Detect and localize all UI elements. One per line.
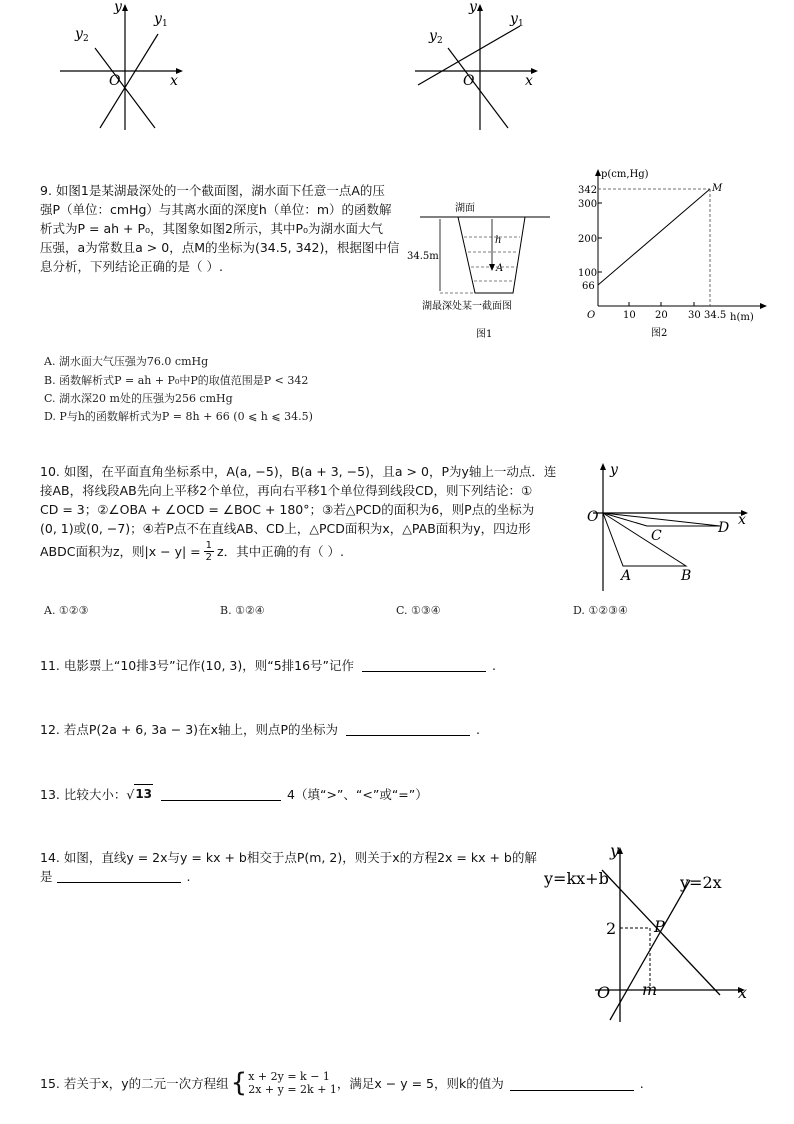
q13-text-b: 4（填“>”、“<”或“=”） (287, 787, 428, 802)
lake-surface-label: 湖面 (455, 203, 475, 214)
question-14-text (40, 848, 540, 886)
x-axis-label: x (170, 73, 178, 89)
x-axis-label: x (738, 512, 746, 528)
y2-label: y (429, 28, 437, 44)
q10-figure (583, 458, 763, 593)
q10-line-4: (0, 1)或(0, −7)；④若P点不在直线AB、CD上，△PCD面积为x，△PAB面积为y，四边形 (40, 521, 531, 536)
xtick-20: 20 (655, 310, 668, 321)
q12-answer-blank[interactable] (346, 721, 470, 736)
q14-figure (540, 840, 760, 1025)
fig1-caption: 图1 (476, 329, 493, 340)
y-axis-label: y (114, 0, 122, 15)
y-value-2-label: 2 (606, 919, 617, 938)
q13-answer-blank[interactable] (161, 786, 281, 801)
q9-figure-1 (400, 195, 560, 345)
y2-label: y (75, 26, 83, 42)
q11-answer-blank[interactable] (362, 657, 486, 672)
question-9-text (40, 181, 410, 276)
fig1-subcaption: 湖最深处某一截面图 (422, 301, 512, 312)
sqrt-radicand: 13 (134, 784, 153, 804)
q9-line-1: 9. 如图1是某湖最深处的一个截面图，湖水面下任意一点A的压 (40, 183, 385, 198)
q10-line-1: 10. 如图，在平面直角坐标系中，A(a, −5)，B(a + 3, −5)，且a > 0，P为y轴上一动点．连 (40, 464, 557, 479)
question-13-text (40, 784, 428, 804)
q9-line-3: 析式为P = ah + P₀，其图象如图2所示，其中P₀为湖水面大气 (40, 221, 384, 236)
ytick-342: 342 (578, 185, 598, 196)
q15-answer-blank[interactable] (510, 1076, 634, 1091)
ytick-100: 100 (578, 268, 598, 279)
q9-option-c[interactable]: C. 湖水深20 m处的压强为256 cmHg (44, 392, 233, 405)
h-label: h (495, 235, 502, 246)
point-c-label: C (651, 528, 662, 544)
q9-option-d[interactable]: D. P与h的函数解析式为P = 8h + 66 (0 ⩽ h ⩽ 34.5) (44, 410, 313, 423)
q15-text-b: ，满足x − y = 5，则k的值为 (336, 1075, 504, 1091)
xtick-34-5: 34.5 (704, 310, 727, 321)
point-a-label: A (496, 263, 504, 274)
ytick-300: 300 (578, 199, 598, 210)
line-kx-b-label: y=kx+b (544, 869, 609, 888)
fraction (204, 540, 214, 563)
y1-sub: 1 (518, 19, 524, 29)
line-2x-label: y=2x (680, 873, 722, 892)
q12-text-a: 12. 若点P(2a + 6, 3a − 3)在x轴上，则点P的坐标为 (40, 722, 338, 737)
equation-2: 2x + y = 2k + 1 (248, 1083, 337, 1096)
depth-label: 34.5m (407, 251, 439, 262)
y2-sub: 2 (437, 36, 443, 46)
y1-label: y (154, 11, 162, 27)
point-p-label: P (654, 917, 665, 936)
fig2-caption: 图2 (651, 328, 668, 339)
y1-sub: 1 (162, 19, 168, 29)
top-graph-left (55, 0, 195, 135)
origin-label: O (587, 509, 599, 525)
q11-text-a: 11. 电影票上“10排3号”记作(10, 3)，则“5排16号”记作 (40, 658, 355, 673)
question-11-text (40, 656, 496, 675)
xtick-10: 10 (623, 310, 636, 321)
y1-label: y (510, 11, 518, 27)
ytick-66: 66 (582, 281, 595, 292)
q12-text-b: . (476, 722, 480, 737)
equation-system (248, 1070, 337, 1096)
point-a-label: A (621, 568, 632, 584)
x-axis-label: x (525, 73, 533, 89)
question-12-text (40, 720, 480, 739)
fig2-origin: O (587, 310, 596, 321)
q10-option-b[interactable]: B. ①②④ (220, 604, 265, 617)
sqrt-sign: √ (126, 787, 135, 802)
q14-line-1: 14. 如图，直线y = 2x与y = kx + b相交于点P(m, 2)，则关于x的方程2x = kx + b的解 (40, 850, 537, 865)
q9-option-a[interactable]: A. 湖水面大气压强为76.0 cmHg (44, 355, 209, 368)
q10-line-5-a: ABDC面积为z，则|x − y| = (40, 543, 201, 559)
y-axis-label: y (610, 841, 620, 860)
y-axis-label: y (469, 0, 477, 15)
q10-option-d[interactable]: D. ①②③④ (573, 604, 628, 617)
y-axis-label: y (610, 462, 618, 478)
equation-1: x + 2y = k − 1 (248, 1070, 330, 1083)
point-d-label: D (718, 520, 730, 536)
q14-answer-blank[interactable] (57, 868, 181, 883)
sqrt-expression (126, 784, 153, 804)
y2-sub: 2 (83, 34, 89, 44)
q9-figure-2 (578, 163, 783, 343)
q9-line-4: 压强，a为常数且a > 0，点M的坐标为(34.5, 342)，根据图中信 (40, 240, 400, 255)
top-graph-right (410, 0, 550, 135)
q10-line-2: 接AB，将线段AB先向上平移2个单位，再向右平移1个单位得到线段CD，则下列结论：① (40, 483, 533, 498)
x-axis-label: x (738, 983, 748, 1002)
xtick-30: 30 (688, 310, 701, 321)
fig2-ylabel: p(cm,Hg) (601, 169, 649, 180)
q9-line-5: 息分析，下列结论正确的是（ ）. (40, 259, 223, 274)
point-m-label: M (712, 183, 723, 194)
q14-text-b: . (186, 869, 191, 884)
origin-label: O (597, 983, 611, 1002)
q10-option-c[interactable]: C. ①③④ (396, 604, 441, 617)
m-label: m (642, 980, 658, 999)
q9-option-b[interactable]: B. 函数解析式P = ah + P₀中P的取值范围是P < 342 (44, 374, 309, 387)
q9-line-2: 强P（单位：cmHg）与其离水面的深度h（单位：m）的函数解 (40, 202, 392, 217)
origin-label: O (463, 73, 475, 89)
q11-text-b: . (492, 658, 497, 673)
q15-text-a: 15. 若关于x，y的二元一次方程组 (40, 1075, 229, 1091)
ytick-200: 200 (578, 234, 598, 245)
q13-text-a: 13. 比较大小： (40, 787, 127, 802)
q10-line-3: CD = 3；②∠OBA + ∠OCD = ∠BOC + 180°；③若△PCD的面积为6，则P点的坐标为 (40, 502, 535, 517)
fraction-numerator: 1 (205, 539, 213, 551)
q10-line-5-b: z．其中正确的有（ ）. (217, 543, 345, 559)
q14-text-a: 是 (40, 869, 53, 884)
question-10-text (40, 462, 570, 564)
fig2-xlabel: h(m) (730, 312, 754, 323)
question-15-text (40, 1070, 644, 1096)
origin-label: O (109, 73, 121, 89)
point-b-label: B (681, 568, 692, 584)
q10-option-a[interactable]: A. ①②③ (44, 604, 89, 617)
q15-text-c: . (639, 1075, 644, 1091)
fraction-denominator: 2 (205, 551, 213, 563)
equation-system-brace: { (230, 1068, 248, 1098)
